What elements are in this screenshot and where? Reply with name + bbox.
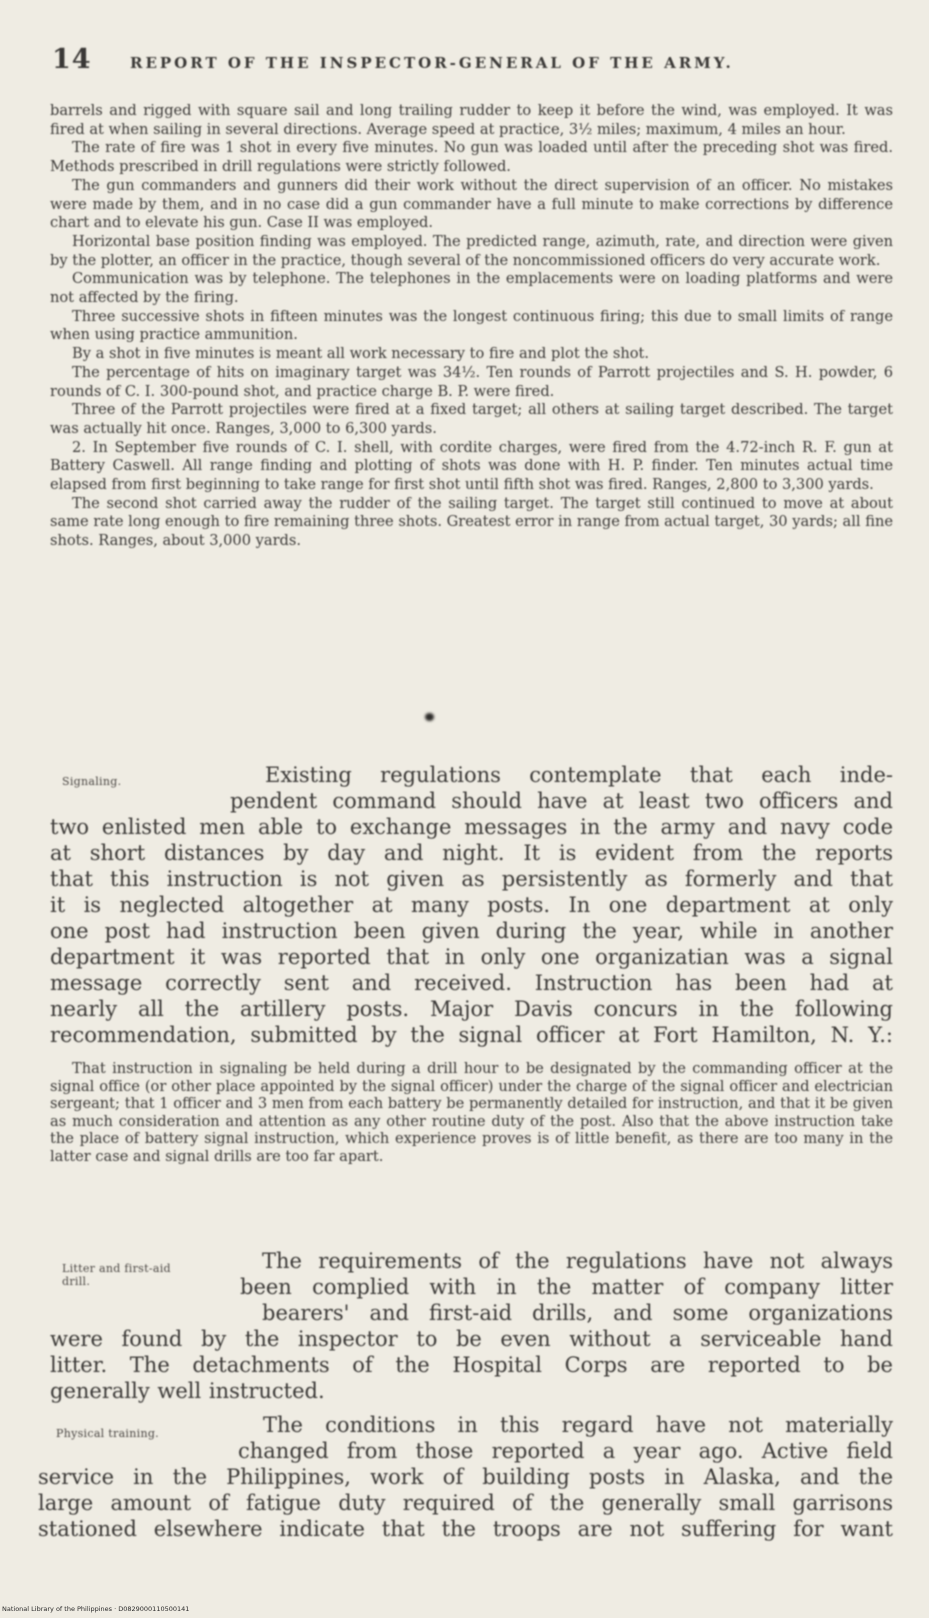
text-line: stationed elsewhere indicate that the troops are not suffering for want bbox=[38, 1517, 893, 1541]
margin-note-line: drill. bbox=[62, 1275, 91, 1288]
text-line: The conditions in this regard have not materially bbox=[263, 1413, 893, 1437]
text-line: department it was reported that in only one organizatian was a signal bbox=[50, 945, 893, 969]
paragraph: The gun commanders and gunners did their work without the direct supervision of an officer. No mistakes were made by them, and in no case did a gun commander have a full minute to make corrections by difference chart and to elevate his gun. Case II was employed. bbox=[50, 176, 893, 232]
paragraph: Three successive shots in fifteen minutes was the longest continuous firing; this due to small limits of range when using practice ammunition. bbox=[50, 307, 893, 344]
signaling-quote bbox=[50, 1060, 893, 1166]
margin-note-signaling: Signaling. bbox=[62, 775, 122, 788]
paragraph: By a shot in five minutes is meant all work necessary to fire and plot the shot. bbox=[72, 345, 650, 363]
physical-section bbox=[38, 1412, 893, 1542]
text-line: large amount of fatigue duty required of the generally small garrisons bbox=[38, 1491, 893, 1515]
paragraph: The percentage of hits on imaginary target was 34½. Ten rounds of Parrott projectiles and S. H. powder, 6 rounds of C. I. 300-pound shot, and practice charge B. P. were fired. bbox=[50, 363, 893, 400]
paragraph: The second shot carried away the rudder of the sailing target. The target still continued to move at about same rate long enough to fire remaining three shots. Greatest error in range from actual target, 30 yards; all fine shots. Ranges, about 3,000 yards. bbox=[50, 494, 893, 550]
litter-section bbox=[50, 1248, 893, 1404]
paragraph: Horizontal base position finding was employed. The predicted range, azimuth, rate, and direction were given by the plotter, an officer in the practice, though several of the noncommissioned officers do very accurate work. bbox=[50, 232, 893, 269]
ink-smudge bbox=[425, 713, 434, 721]
text-line: bearers' and first-aid drills, and some organizations bbox=[262, 1301, 893, 1325]
page-number: 14 bbox=[52, 44, 92, 75]
text-line: one post had instruction been given during the year, while in another bbox=[50, 919, 893, 943]
running-title: REPORT OF THE INSPECTOR-GENERAL OF THE ARMY. bbox=[130, 54, 734, 72]
paragraph: 2. In September five rounds of C. I. shell, with cordite charges, were fired from the 4.72-inch R. F. gun at Battery Caswell. All range finding and plotting of shots was done with H. P. finder. Ten minutes actual time elapsed from first beginning to take range for first shot until fifth shot was fired. Ranges, 2,800 to 3,300 yards. bbox=[50, 438, 893, 494]
paragraph: The rate of fire was 1 shot in every five minutes. No gun was loaded until after the preceding shot was fired. Methods prescribed in drill regulations were strictly followed. bbox=[50, 139, 893, 176]
paragraph: Communication was by telephone. The telephones in the emplacements were on loading platforms and were not affected by the firing. bbox=[50, 270, 893, 307]
text-line: that this instruction is not given as persistently as formerly and that bbox=[50, 867, 893, 891]
text-line: were found by the inspector to be even without a serviceable hand bbox=[50, 1327, 893, 1351]
text-line: it is neglected altogether at many posts. In one department at only bbox=[50, 893, 893, 917]
signaling-section bbox=[50, 762, 893, 1048]
text-line: message correctly sent and received. Instruction has been had at bbox=[50, 971, 893, 995]
text-line: recommendation, submitted by the signal officer at Fort Hamilton, N. Y.: bbox=[50, 1023, 893, 1047]
margin-note-line: Litter and first-aid bbox=[62, 1262, 171, 1275]
text-line: two enlisted men able to exchange messages in the army and navy code bbox=[50, 815, 893, 839]
page-header bbox=[52, 44, 892, 84]
text-line: Existing regulations contemplate that each inde- bbox=[265, 763, 893, 787]
text-line: litter. The detachments of the Hospital Corps are reported to be bbox=[50, 1353, 893, 1377]
text-line: pendent command should have at least two officers and bbox=[230, 789, 893, 813]
paragraph: barrels and rigged with square sail and long trailing rudder to keep it before the wind, was employed. It was fired at when sailing in several directions. Average speed at practice, 3½ miles; maximum, 4 miles an hour. bbox=[50, 102, 893, 138]
text-line: The requirements of the regulations have not always bbox=[262, 1249, 893, 1273]
text-line: service in the Philippines, work of building posts in Alaska, and the bbox=[38, 1465, 893, 1489]
text-line: changed from those reported a year ago. Active field bbox=[238, 1439, 893, 1463]
top-text-block bbox=[50, 102, 893, 551]
text-line: generally well instructed. bbox=[50, 1379, 325, 1403]
text-line: at short distances by day and night. It is evident from the reports bbox=[50, 841, 893, 865]
source-footer: National Library of the Philippines · D0829000110500141 bbox=[2, 1605, 190, 1613]
paragraph: Three of the Parrott projectiles were fired at a fixed target; all others at sailing target described. The target was actually hit once. Ranges, 3,000 to 6,300 yards. bbox=[50, 401, 893, 437]
text-line: nearly all the artillery posts. Major Davis concurs in the following bbox=[50, 997, 893, 1021]
margin-note-physical: Physical training. bbox=[56, 1427, 159, 1440]
text-line: been complied with in the matter of company litter bbox=[240, 1275, 893, 1299]
quote-paragraph: That instruction in signaling be held during a drill hour to be designated by the commanding officer at the signal office (or other place appointed by the signal officer) under the charge of the signal officer and electrician sergeant; that 1 officer and 3 men from each battery be permanently detailed for instruction, and that it be given as much consideration and attention as any other routine duty of the post. Also that the above instruction take the place of battery signal instruction, which experience proves is of little benefit, as there are too many in the latter case and signal drills are too far apart. bbox=[50, 1060, 893, 1165]
